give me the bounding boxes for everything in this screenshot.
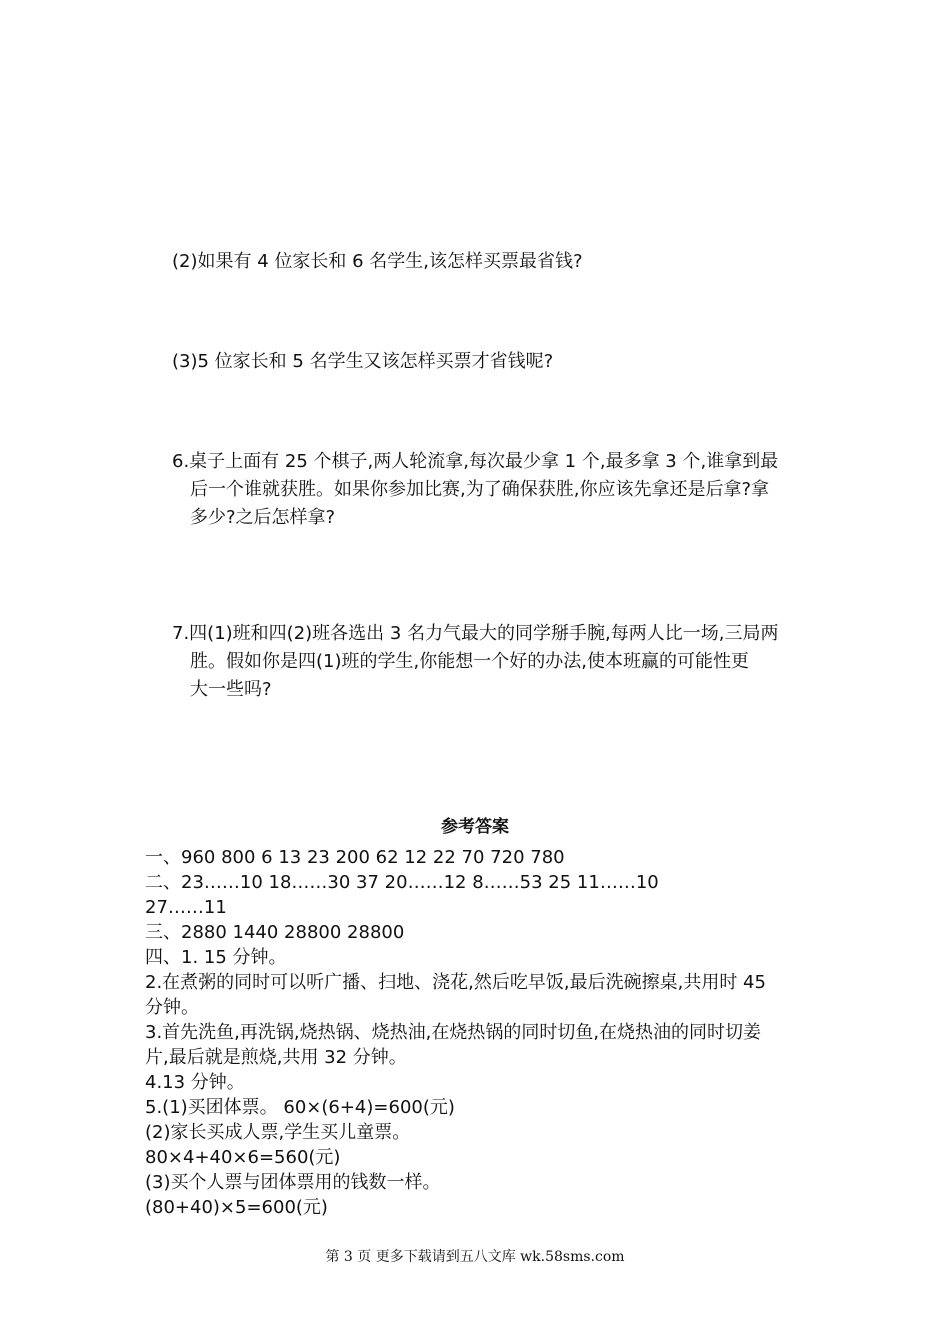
- answer-row: 三、2880 1440 28800 28800: [145, 922, 405, 943]
- question-7-line-3: 大一些吗?: [190, 679, 272, 700]
- question-7-line-1: 7.四(1)班和四(2)班各选出 3 名力气最大的同学掰手腕,每两人比一场,三局两: [172, 623, 779, 644]
- question-7: [172, 620, 812, 704]
- answer-row: 80×4+40×6=560(元): [145, 1147, 341, 1168]
- answer-row: 3.首先洗鱼,再洗锅,烧热锅、烧热油,在烧热锅的同时切鱼,在烧热油的同时切姜: [145, 1022, 762, 1043]
- question-5-2: (2)如果有 4 位家长和 6 名学生,该怎样买票最省钱?: [172, 251, 583, 272]
- answer-row: 5.(1)买团体票。 60×(6+4)=600(元): [145, 1097, 455, 1118]
- answer-row: 一、960 800 6 13 23 200 62 12 22 70 720 780: [145, 847, 565, 868]
- answers-block: [145, 845, 825, 1220]
- answer-row: 四、1. 15 分钟。: [145, 947, 287, 968]
- answer-row: (80+40)×5=600(元): [145, 1197, 328, 1218]
- question-6-line-1: 6.桌子上面有 25 个棋子,两人轮流拿,每次最少拿 1 个,最多拿 3 个,谁拿到最: [172, 451, 779, 472]
- answer-row: 27……11: [145, 897, 227, 918]
- answer-row: 二、23……10 18……30 37 20……12 8……53 25 11……10: [145, 872, 659, 893]
- answer-row: (3)买个人票与团体票用的钱数一样。: [145, 1172, 441, 1193]
- question-6-line-3: 多少?之后怎样拿?: [190, 507, 336, 528]
- answers-title: 参考答案: [441, 817, 509, 837]
- answer-row: 2.在煮粥的同时可以听广播、扫地、浇花,然后吃早饭,最后洗碗擦桌,共用时 45: [145, 972, 766, 993]
- question-5-3: (3)5 位家长和 5 名学生又该怎样买票才省钱呢?: [172, 351, 554, 372]
- answer-row: (2)家长买成人票,学生买儿童票。: [145, 1122, 411, 1143]
- question-6: [172, 448, 812, 532]
- question-6-line-2: 后一个谁就获胜。如果你参加比赛,为了确保获胜,你应该先拿还是后拿?拿: [190, 479, 769, 500]
- answer-row: 片,最后就是煎烧,共用 32 分钟。: [145, 1047, 407, 1068]
- page-footer: 第 3 页 更多下载请到五八文库 wk.58sms.com: [325, 1249, 625, 1265]
- question-7-line-2: 胜。假如你是四(1)班的学生,你能想一个好的办法,使本班赢的可能性更: [190, 651, 749, 672]
- answer-row: 4.13 分钟。: [145, 1072, 245, 1093]
- answer-row: 分钟。: [145, 997, 199, 1018]
